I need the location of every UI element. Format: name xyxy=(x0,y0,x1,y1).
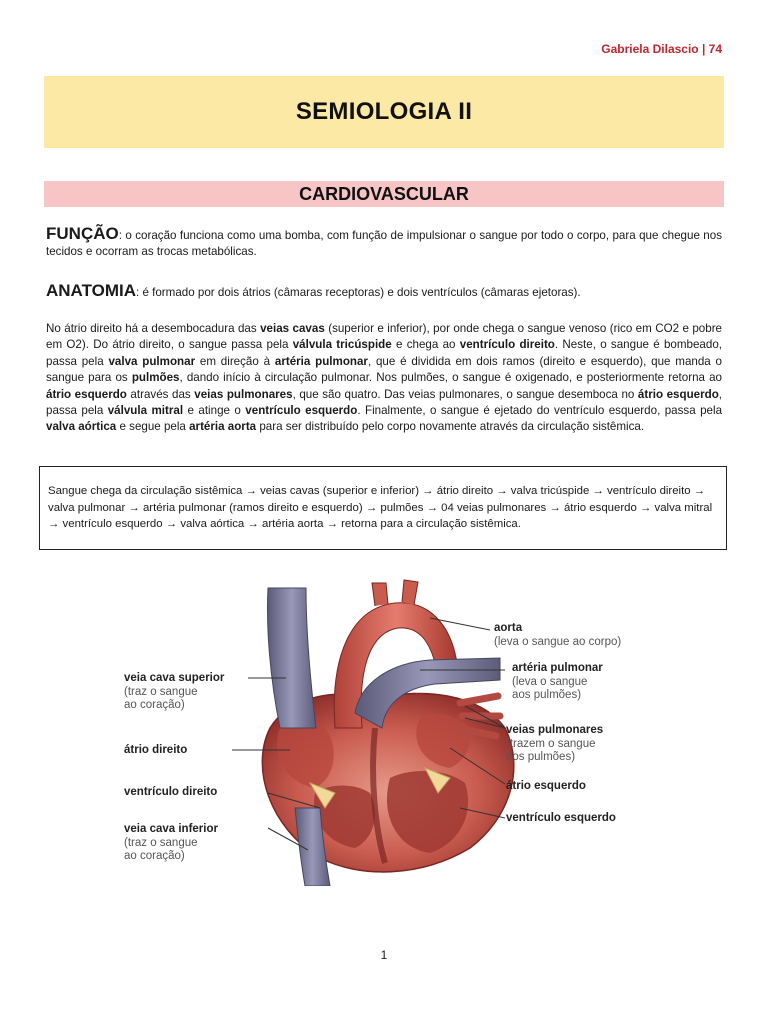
body-term-bold: átrio esquerdo xyxy=(637,387,719,401)
label-left-atrium xyxy=(506,780,586,794)
body-text-segment: através das xyxy=(126,387,195,401)
section-banner xyxy=(44,181,724,207)
body-text-segment: para ser distribuído pelo corpo novamente através da circulação sistêmica. xyxy=(256,420,645,434)
label-inferior-vena-cava-sub2: ao coração) xyxy=(124,850,185,862)
body-text-segment: e atinge o xyxy=(183,404,246,418)
circulation-summary-box xyxy=(39,466,727,550)
anatomy-body-paragraph xyxy=(46,321,722,436)
label-superior-vena-cava-main: veia cava superior xyxy=(124,672,225,684)
superior-vena-cava xyxy=(268,588,317,728)
body-text-segment: (superior e inferior), por onde chega o sangue venoso (rico em CO2 e pobre em O2). Do átrio direito, o sangue passa pela xyxy=(46,322,722,352)
page-title: SEMIOLOGIA II xyxy=(295,98,473,125)
body-term-bold: ventrículo direito xyxy=(459,338,555,352)
label-inferior-vena-cava xyxy=(124,823,218,864)
label-pulmonary-veins-sub2: dos pulmões) xyxy=(506,751,576,763)
page-number: 1 xyxy=(380,948,388,962)
body-text-segment: . Neste, o sangue é bombeado, passa pela xyxy=(46,338,722,368)
body-term-bold: veias pulmonares xyxy=(194,387,293,401)
label-pulmonary-artery-sub2: aos pulmões) xyxy=(512,689,582,701)
label-left-ventricle-main: ventrículo esquerdo xyxy=(506,812,616,824)
funcao-text: : o coração funciona como uma bomba, com função de impulsionar o sangue por todo o corpo, para que chegue nos tecidos e ocorram as trocas metabólicas. xyxy=(46,229,722,259)
body-text-segment: , passa pela xyxy=(46,387,723,418)
page-title-banner xyxy=(44,76,724,148)
body-term-bold: valva aórtica xyxy=(46,420,117,434)
label-pulmonary-artery-sub1: (leva o sangue xyxy=(512,675,588,688)
label-right-ventricle xyxy=(124,786,217,800)
label-aorta xyxy=(494,622,621,649)
label-aorta-sub: (leva o sangue ao corpo) xyxy=(494,635,622,648)
label-pulmonary-artery xyxy=(512,662,603,703)
body-term-bold: átrio esquerdo xyxy=(46,387,127,401)
body-text-segment: . Finalmente, o sangue é ejetado do ventrículo esquerdo, passa pela xyxy=(357,404,723,418)
body-term-bold: ventrículo esquerdo xyxy=(245,404,358,418)
label-superior-vena-cava xyxy=(124,672,224,713)
heart-anatomy-figure xyxy=(120,578,650,886)
label-superior-vena-cava-sub2: ao coração) xyxy=(124,699,185,711)
body-text-segment: , que são quatro. Das veias pulmonares, o sangue desemboca no xyxy=(292,387,638,401)
aorta-branches xyxy=(372,580,418,606)
label-pulmonary-veins-sub1: (trazem o sangue xyxy=(506,737,596,750)
label-pulmonary-artery-main: artéria pulmonar xyxy=(512,662,603,674)
label-right-ventricle-main: ventrículo direito xyxy=(124,786,218,798)
funcao-paragraph xyxy=(46,226,722,261)
label-left-ventricle xyxy=(506,812,616,826)
label-right-atrium xyxy=(124,744,187,758)
anatomia-text: : é formado por dois átrios (câmaras receptoras) e dois ventrículos (câmaras ejetoras). xyxy=(136,286,581,299)
label-superior-vena-cava-sub1: (traz o sangue xyxy=(124,685,198,698)
page-header-author: Gabriela Dilascio | 74 xyxy=(601,42,722,56)
body-text-segment: No átrio direito há a desembocadura das xyxy=(46,322,261,335)
body-term-bold: valva pulmonar xyxy=(108,354,196,368)
body-text-segment: e segue pela xyxy=(116,420,190,434)
body-term-bold: veias cavas xyxy=(260,322,325,335)
label-inferior-vena-cava-sub1: (traz o sangue xyxy=(124,836,198,849)
funcao-heading: FUNÇÃO xyxy=(46,224,119,243)
body-term-bold: válvula tricúspide xyxy=(292,338,392,352)
body-term-bold: artéria pulmonar xyxy=(274,354,368,368)
body-text-segment: , que é dividida em dois ramos (direito e esquerdo), que manda o sangue para os xyxy=(46,354,722,385)
body-term-bold: artéria aorta xyxy=(189,420,257,434)
circulation-summary-text: Sangue chega da circulação sistêmica → veias cavas (superior e inferior) → átrio direito → valva tricúspide → ventrículo direito → valva pulmonar → artéria pulmonar (ramos direito e esquerdo) → pulmões → 04 veias pulmonares → átrio esquerdo → valva mitral → ventrículo esquerdo → valva aórtica → artéria aorta → retorna para a circulação sistêmica. xyxy=(48,485,713,531)
body-text-segment: , dando início à circulação pulmonar. Nos pulmões, o sangue é oxigenado, e posteriormente retorna ao xyxy=(179,371,722,385)
label-inferior-vena-cava-main: veia cava inferior xyxy=(124,823,218,835)
label-aorta-main: aorta xyxy=(494,622,523,634)
body-text-segment: em direção à xyxy=(195,354,275,368)
label-left-atrium-main: átrio esquerdo xyxy=(506,780,586,792)
label-right-atrium-main: átrio direito xyxy=(124,744,188,756)
body-term-bold: pulmões xyxy=(131,371,180,385)
anatomia-heading: ANATOMIA xyxy=(46,281,137,300)
label-pulmonary-veins-main: veias pulmonares xyxy=(506,724,604,736)
body-term-bold: válvula mitral xyxy=(107,404,184,418)
label-pulmonary-veins xyxy=(506,724,603,765)
anatomia-paragraph xyxy=(46,283,722,301)
section-title: CARDIOVASCULAR xyxy=(299,183,469,204)
body-text-segment: e chega ao xyxy=(391,338,460,352)
